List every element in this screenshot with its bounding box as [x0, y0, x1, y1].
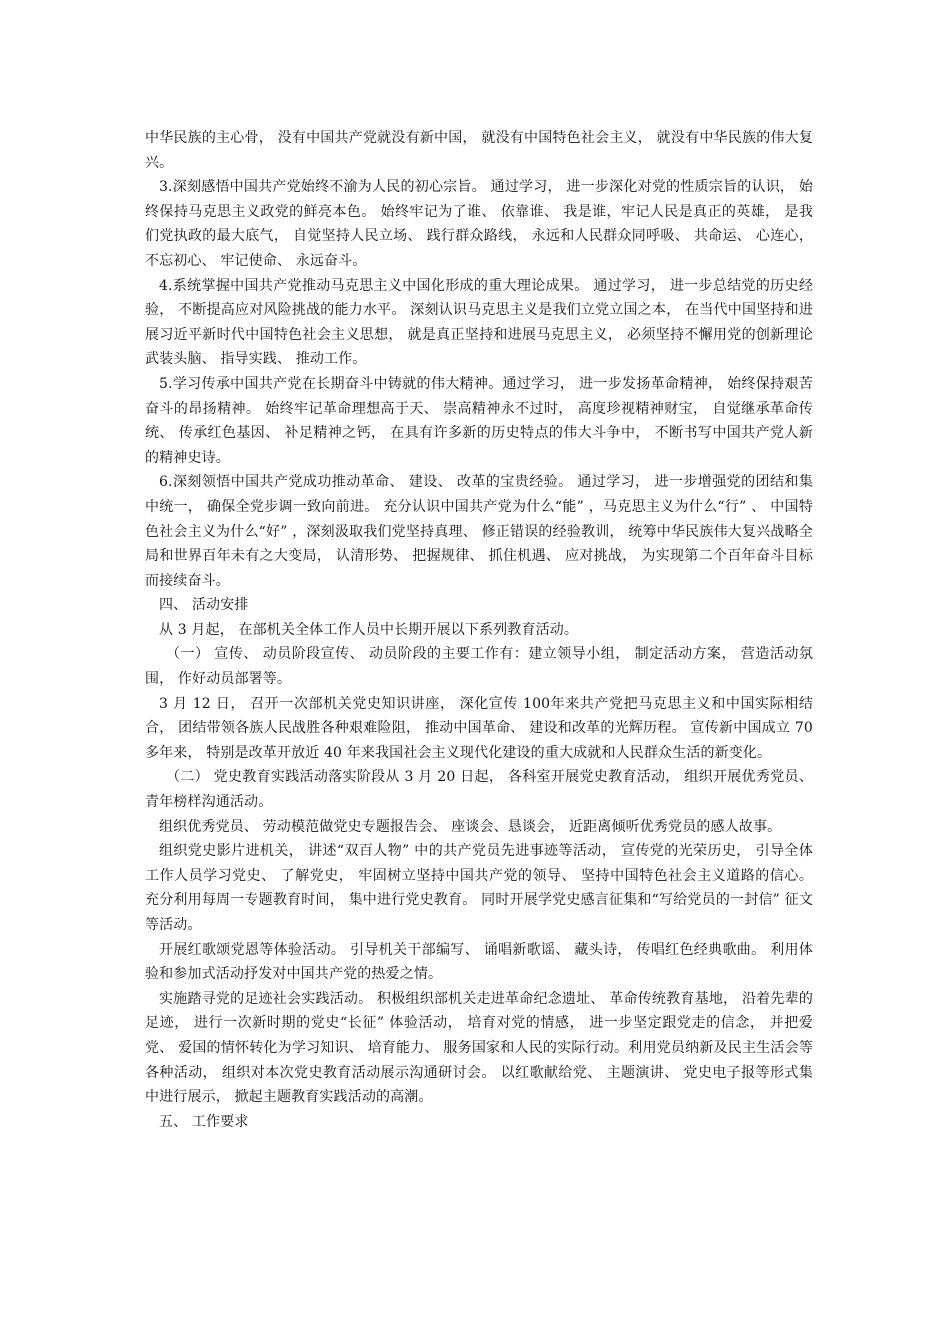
document-body	[145, 126, 813, 1134]
paragraph-red-song: 开展红歌颂党恩等体验活动。 引导机关干部编写、 诵唱新歌谣、 藏头诗， 传唱红色经典歌曲。 利用体验和参加式活动抒发对中国共产党的热爱之情。	[145, 941, 813, 983]
paragraph-item-5: 5.学习传承中国共产党在长期奋斗中铸就的伟大精神。通过学习， 进一步发扬革命精神， 始终保持艰苦奋斗的昂扬精神。 始终牢记革命理想高于天、 崇高精神永不过时， 高度珍视精神财宝， 自觉继承革命传统、 传承红色基因、 补足精神之钙， 在具有许多新的历史特点的伟大斗争中， 不断书写中国共产党人新的精神史诗。	[145, 375, 813, 466]
paragraph-activity-intro: 从 3 月起， 在部机关全体工作人员中长期开展以下系列教育活动。	[159, 621, 579, 638]
paragraph-report-meeting: 组织优秀党员、 劳动模范做党史专题报告会、 座谈会、恳谈会， 近距离倾听优秀党员的感人故事。	[159, 818, 782, 835]
section-heading-4: 四、 活动安排	[159, 597, 249, 614]
paragraph-stage-2: （二） 党史教育实践活动落实阶段从 3 月 20 日起， 各科室开展党史教育活动， 组织开展优秀党员、 青年榜样沟通活动。	[145, 769, 813, 811]
paragraph-film-activity: 组织党史影片进机关， 讲述“双百人物” 中的共产党员先进事迹等活动， 宣传党的光荣历史， 引导全体工作人员学习党史、 了解党史， 牢固树立坚持中国共产党的领导、 坚持中国特色社会主义道路的信心。 充分利用每周一专题教育时间， 集中进行党史教育。 同时开展学党史感言征集和“写给党员的一封信” 征文等活动。	[145, 843, 813, 933]
paragraph-stage-1: （一） 宣传、 动员阶段宣传、 动员阶段的主要工作有：建立领导小组， 制定活动方案， 营造活动氛围， 作好动员部署等。	[145, 646, 813, 688]
paragraph-item-3: 3.深刻感悟中国共产党始终不渝为人民的初心宗旨。 通过学习， 进一步深化对党的性质宗旨的认识， 始终保持马克思主义政党的鲜亮本色。 始终牢记为了谁、 依靠谁、 我是谁，牢记人民是真正的英雄， 是我们党执政的最大底气， 自觉坚持人民立场、 践行群众路线， 永远和人民群众同呼吸、 共命运、 心连心， 不忘初心、 牢记使命、 永远奋斗。	[145, 179, 813, 269]
paragraph-social-practice: 实施踏寻党的足迹社会实践活动。 积极组织部机关走进革命纪念遗址、 革命传统教育基地， 沿着先辈的足迹， 进行一次新时期的党史“长征” 体验活动， 培育对党的情感， 进一步坚定跟党走的信念， 并把爱党、 爱国的情怀转化为学习知识、 培育能力、 服务国家和人民的实际行动。利用党员纳新及民主生活会等各种活动， 组织对本次党史教育活动展示沟通研讨会。 以红歌献给党、 主题演讲、 党史电子报等形式集中进行展示， 掀起主题教育实践活动的高潮。	[145, 990, 813, 1106]
section-heading-5: 五、 工作要求	[159, 1113, 249, 1130]
paragraph-lecture: 3 月 12 日， 召开一次部机关党史知识讲座， 深化宣传 100年来共产党把马克思主义和中国实际相结合， 团结带领各族人民战胜各种艰难险阻， 推动中国革命、 建设和改革的光辉历程。 宣传新中国成立 70 多年来， 特别是改革开放近 40 年来我国社会主义现代化建设的重大成就和人民群众生活的新变化。	[145, 695, 813, 761]
paragraph-item-6: 6.深刻领悟中国共产党成功推动革命、 建设、 改革的宝贵经验。 通过学习， 进一步增强党的团结和集中统一， 确保全党步调一致向前进。 充分认识中国共产党为什么“能” ，马克思主义为什么“行” 、 中国特色社会主义为什么“好” ，深刻汲取我们党坚持真理、 修正错误的经验教训， 统筹中华民族伟大复兴战略全局和世界百年未有之大变局， 认清形势、 把握规律、 抓住机遇、 应对挑战， 为实现第二个百年奋斗目标而接续奋斗。	[145, 474, 813, 589]
paragraph-item-4: 4.系统掌握中国共产党推动马克思主义中国化形成的重大理论成果。 通过学习， 进一步总结党的历史经验， 不断提高应对风险挑战的能力水平。 深刻认识马克思主义是我们立党立国之本， 在当代中国坚持和进展习近平新时代中国特色社会主义思想， 就是真正坚持和进展马克思主义， 必须坚持不懈用党的创新理论武装头脑、 指导实践、 推动工作。	[145, 277, 813, 368]
paragraph-continuation: 中华民族的主心骨， 没有中国共产党就没有新中国， 就没有中国特色社会主义， 就没有中华民族的伟大复兴。	[145, 130, 813, 171]
